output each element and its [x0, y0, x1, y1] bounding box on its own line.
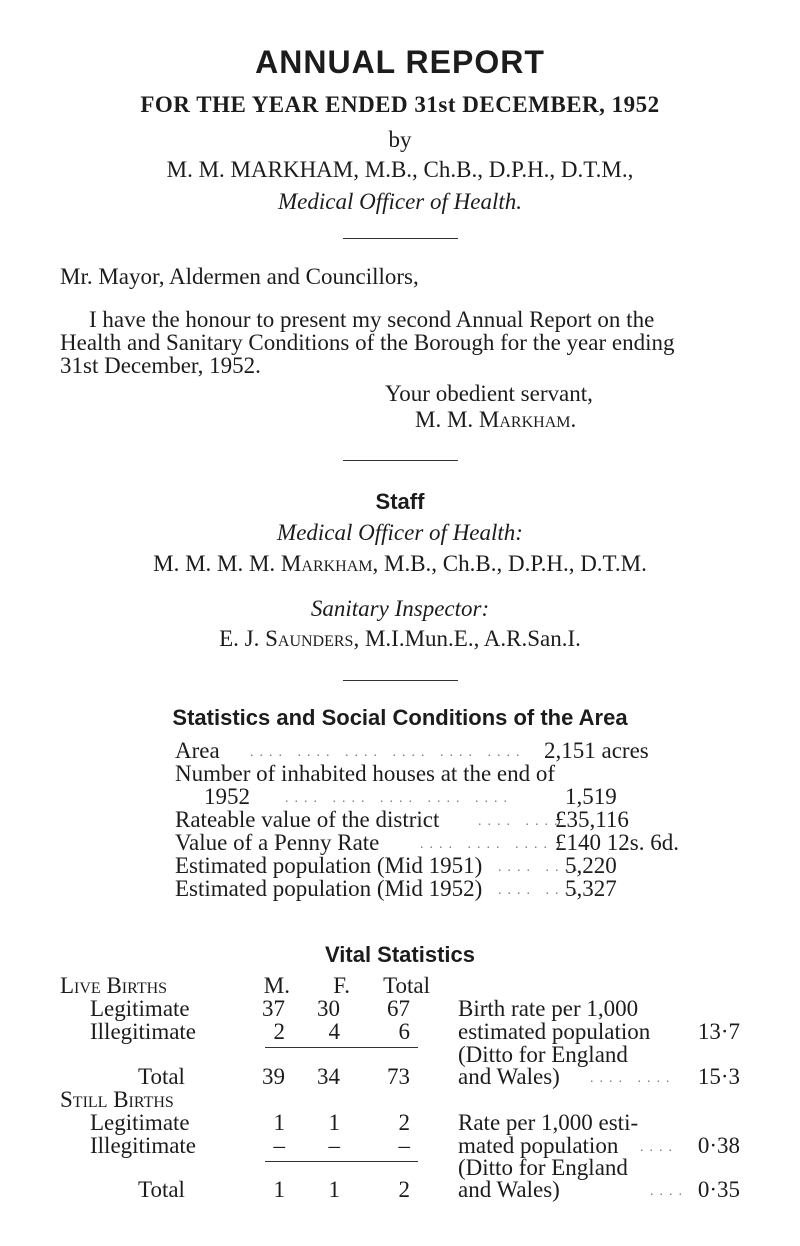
letter-closing: Your obedient servant, [385, 381, 593, 406]
table-row-label: Legitimate [90, 996, 190, 1021]
table-cell-total: 6 [398, 1019, 410, 1044]
birth-rate-text: Birth rate per 1,000 [458, 996, 639, 1021]
divider-rule [343, 238, 458, 239]
leader-dots: .... .... [498, 883, 584, 898]
table-cell-f: 34 [317, 1064, 340, 1089]
by-text: by [388, 127, 412, 152]
pop1951-value: 5,220 [565, 853, 617, 878]
table-cell-m: 1 [273, 1177, 285, 1202]
letter-signature: M. M. Markham. [415, 407, 577, 432]
salutation: Mr. Mayor, Aldermen and Councillors, [60, 264, 419, 289]
birth-ditto-value: 15·3 [697, 1064, 740, 1089]
table-cell-f: – [328, 1133, 340, 1158]
table-row-label: Legitimate [90, 1110, 190, 1135]
area-value: 2,151 acres [544, 738, 649, 763]
birth-ditto-text: and Wales) [458, 1064, 560, 1089]
si-name: Saunders, [265, 626, 360, 651]
si-entry [0, 626, 800, 652]
still-births-heading: Still Births [60, 1087, 174, 1112]
table-cell-f: 1 [328, 1110, 340, 1135]
still-rate-value: 0·38 [697, 1133, 740, 1158]
moh-role: Medical Officer of Health: [277, 520, 523, 545]
si-role: Sanitary Inspector: [310, 596, 490, 621]
table-cell-total: 67 [387, 996, 410, 1021]
table-cell-m: 2 [273, 1019, 285, 1044]
author-name: M. M. MARKHAM, M.B., Ch.B., D.P.H., D.T.M., [166, 157, 634, 182]
table-cell-f: 1 [328, 1177, 340, 1202]
pop1952-value: 5,327 [565, 876, 617, 901]
still-ditto-text: and Wales) [458, 1177, 560, 1202]
leader-dots: .... .... .... .... .... [285, 791, 513, 806]
rateable-value: £35,116 [555, 807, 629, 832]
moh-name: M. M. Markham, [217, 551, 379, 576]
leader-dots: .... [650, 1184, 688, 1199]
still-rate-text: mated population [458, 1133, 619, 1158]
houses-value: 1,519 [565, 784, 617, 809]
penny-label: Value of a Penny Rate [175, 830, 380, 855]
moh-quals: M.B., Ch.B., D.P.H., D.T.M. [384, 551, 647, 576]
table-total-label: Total [138, 1064, 185, 1089]
table-row-label: Illegitimate [90, 1019, 197, 1044]
table-cell-f: 4 [328, 1019, 340, 1044]
birth-ditto-text: (Ditto for England [458, 1042, 628, 1067]
penny-value: £140 12s. 6d. [555, 830, 679, 855]
houses-label: Number of inhabited houses at the end of [175, 761, 556, 786]
table-cell-m: 1 [273, 1110, 285, 1135]
letter-body-line: Health and Sanitary Conditions of the Borough for the year ending [60, 330, 675, 355]
pop1951-label: Estimated population (Mid 1951) [175, 853, 483, 878]
houses-label-year: 1952 [204, 784, 250, 809]
report-subtitle: FOR THE YEAR ENDED 31st DECEMBER, 1952 [140, 92, 660, 117]
table-cell-total: 2 [398, 1177, 410, 1202]
author-role: Medical Officer of Health. [278, 189, 522, 214]
col-m-header: M. [263, 973, 290, 998]
letter-body-line: I have the honour to present my second Annual Report on the [89, 307, 655, 332]
birth-rate-value: 13·7 [697, 1019, 740, 1044]
live-births-heading: Live Births [60, 973, 168, 998]
staff-heading: Staff [375, 489, 425, 514]
rateable-label: Rateable value of the district [175, 807, 440, 832]
si-quals: M.I.Mun.E., A.R.San.I. [364, 626, 581, 651]
col-f-header: F. [333, 973, 350, 998]
statistics-heading: Statistics and Social Conditions of the Area [172, 705, 628, 730]
table-cell-m: 39 [262, 1064, 285, 1089]
table-cell-m: 37 [262, 996, 285, 1021]
pop1952-label: Estimated population (Mid 1952) [175, 876, 483, 901]
letter-body-line: 31st December, 1952. [60, 353, 261, 378]
moh-entry: M. M. M. M. Markham, M.B., Ch.B., D.P.H., D.T.M. [153, 551, 647, 576]
leader-dots: .... .... .... .... .... .... [250, 745, 526, 760]
birth-rate-text: estimated population [458, 1019, 651, 1044]
table-cell-m: – [273, 1133, 285, 1158]
still-rate-text: Rate per 1,000 esti- [458, 1110, 639, 1135]
leader-dots: .... .... [590, 1071, 676, 1086]
leader-dots: .... .... .... [420, 837, 553, 852]
sum-rule [265, 1161, 418, 1162]
report-title: ANNUAL REPORT [255, 44, 545, 80]
col-total-header: Total [383, 973, 430, 998]
area-label: Area [175, 738, 220, 763]
si-initial: E. J. [219, 626, 260, 651]
leader-dots: .... .... [498, 860, 584, 875]
table-row-label: Illegitimate [90, 1133, 197, 1158]
divider-rule [343, 460, 458, 461]
leader-dots: .... .... [478, 814, 564, 829]
table-cell-total: – [398, 1133, 410, 1158]
divider-rule [343, 680, 458, 681]
still-ditto-value: 0·35 [697, 1177, 740, 1202]
table-cell-total: 73 [387, 1064, 410, 1089]
table-cell-f: 30 [317, 996, 340, 1021]
table-total-label: Total [138, 1177, 185, 1202]
vital-heading: Vital Statistics [325, 942, 475, 967]
sum-rule [265, 1047, 418, 1048]
still-ditto-text: (Ditto for England [458, 1155, 628, 1180]
table-cell-total: 2 [398, 1110, 410, 1135]
leader-dots: .... [640, 1140, 678, 1155]
